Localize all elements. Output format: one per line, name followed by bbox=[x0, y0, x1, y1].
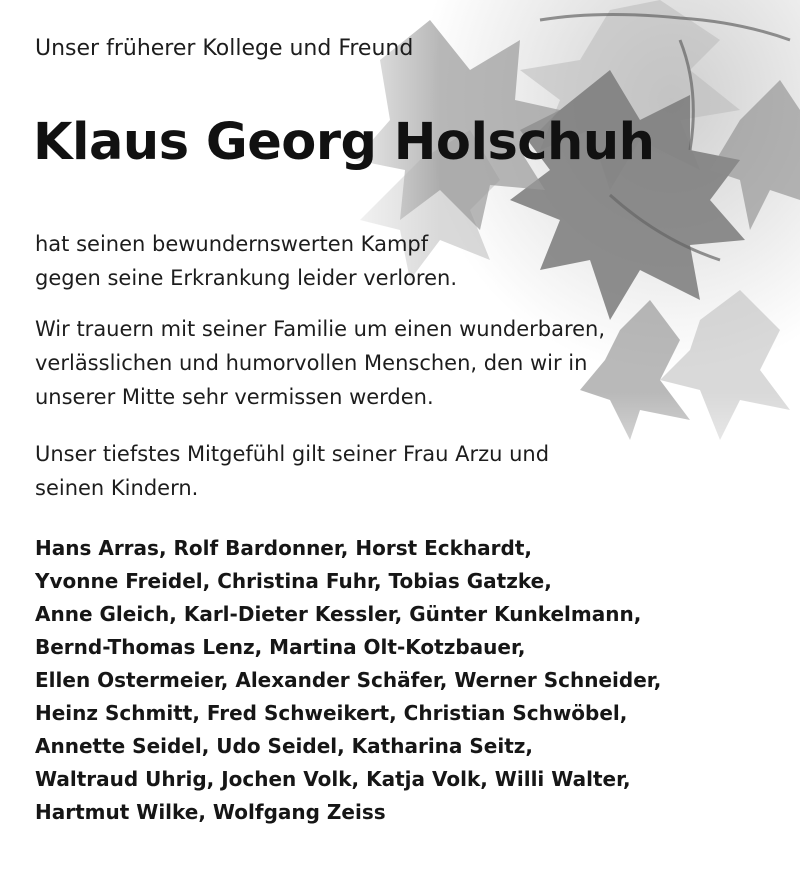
text-line: Wir trauern mit seiner Familie um einen wunderbaren, bbox=[35, 317, 606, 341]
signers-line: Annette Seidel, Udo Seidel, Katharina Seitz, bbox=[35, 734, 533, 758]
signers-line: Bernd-Thomas Lenz, Martina Olt-Kotzbauer, bbox=[35, 635, 526, 659]
signers-line: Hartmut Wilke, Wolfgang Zeiss bbox=[35, 800, 386, 824]
intro-line: Unser früherer Kollege und Freund bbox=[35, 36, 414, 61]
paragraph-condolence bbox=[35, 437, 549, 505]
signers-line: Hans Arras, Rolf Bardonner, Horst Eckhardt, bbox=[35, 536, 533, 560]
signers-line: Heinz Schmitt, Fred Schweikert, Christian Schwöbel, bbox=[35, 701, 628, 725]
signers-line: Ellen Ostermeier, Alexander Schäfer, Werner Schneider, bbox=[35, 668, 662, 692]
signers-line: Anne Gleich, Karl-Dieter Kessler, Günter Kunkelmann, bbox=[35, 602, 642, 626]
signers-list bbox=[35, 532, 661, 829]
signers-line: Waltraud Uhrig, Jochen Volk, Katja Volk, Willi Walter, bbox=[35, 767, 631, 791]
text-line: verlässlichen und humorvollen Menschen, den wir in bbox=[35, 351, 588, 375]
text-line: unserer Mitte sehr vermissen werden. bbox=[35, 385, 434, 409]
paragraph-struggle bbox=[35, 227, 457, 295]
text-line: hat seinen bewundernswerten Kampf bbox=[35, 232, 429, 256]
deceased-name: Klaus Georg Holschuh bbox=[33, 113, 655, 172]
text-line: seinen Kindern. bbox=[35, 476, 199, 500]
paragraph-mourning bbox=[35, 312, 605, 414]
signers-line: Yvonne Freidel, Christina Fuhr, Tobias Gatzke, bbox=[35, 569, 552, 593]
text-line: gegen seine Erkrankung leider verloren. bbox=[35, 266, 457, 290]
text-line: Unser tiefstes Mitgefühl gilt seiner Frau Arzu und bbox=[35, 442, 550, 466]
